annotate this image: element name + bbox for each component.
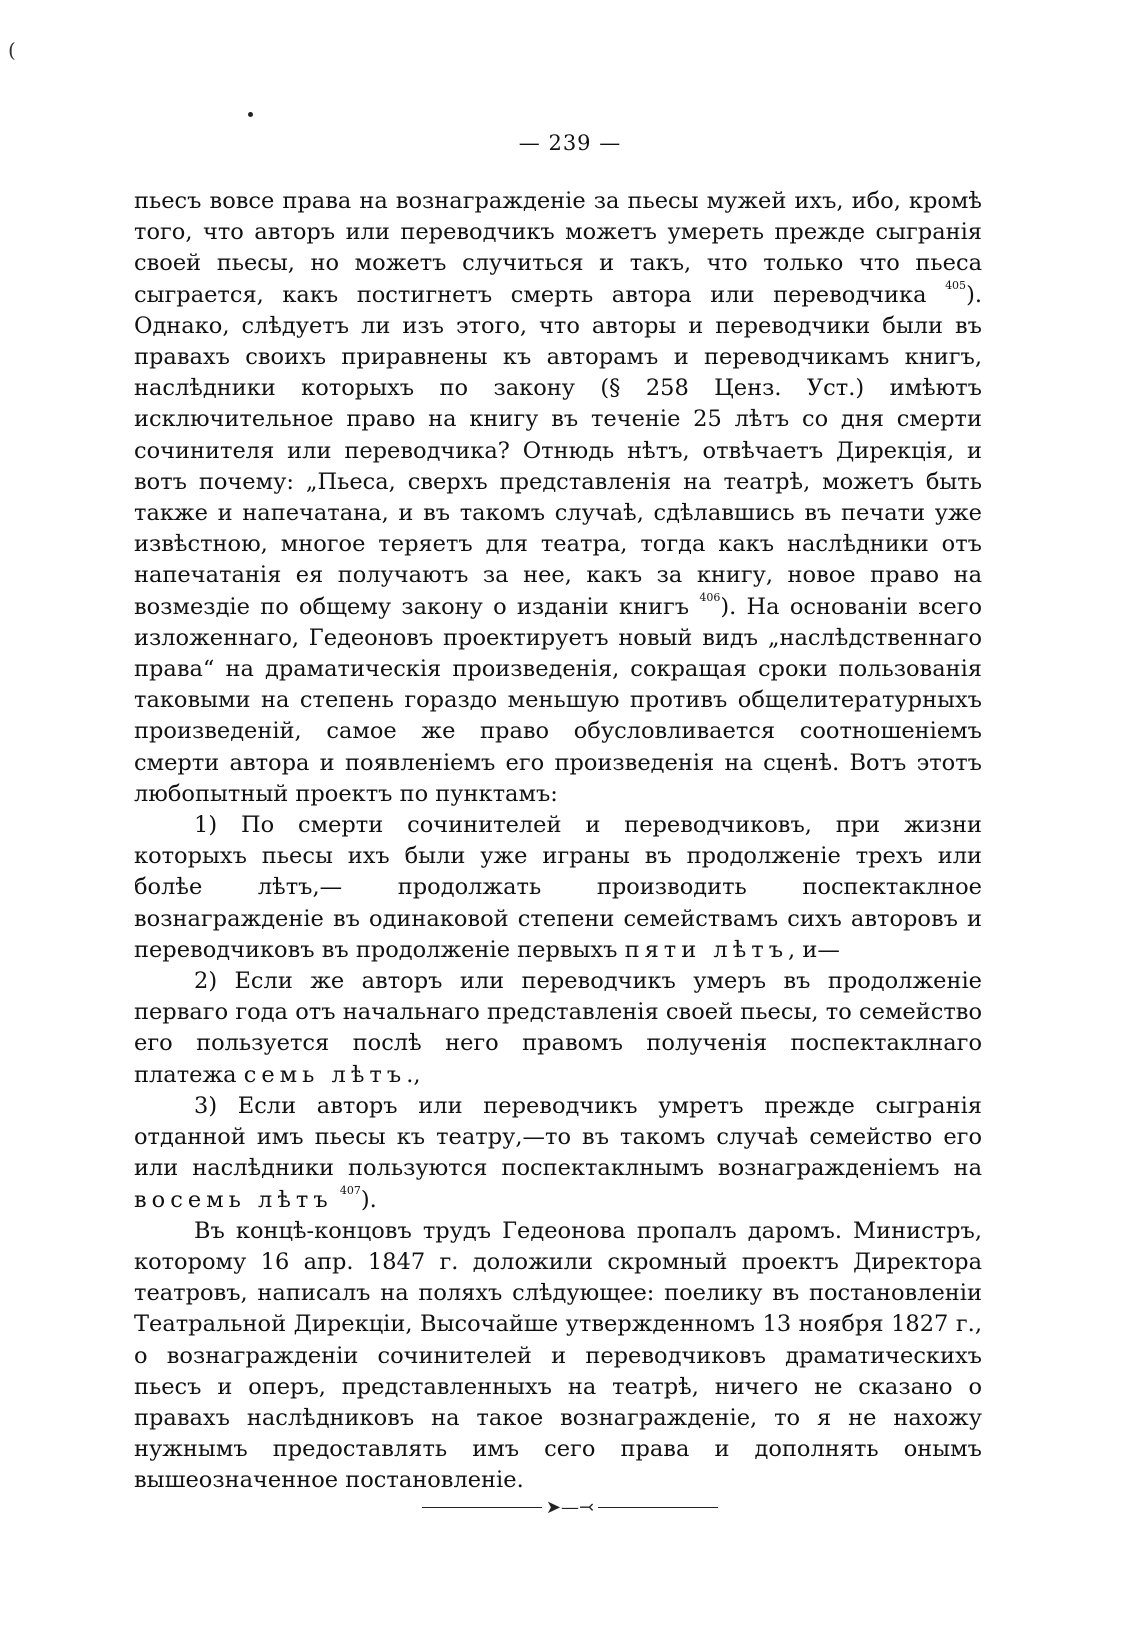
paragraph <box>134 1216 982 1497</box>
ink-dot <box>248 112 253 117</box>
footnote-ref: 406 <box>699 590 721 604</box>
text-run: ). На основаніи всего изложеннаго, Гедеоновъ проектируетъ новый видъ „наслѣдственнаго права“ на драматическія произведенія, сокращая сроки пользованія таковыми на степень гораздо меньшую противъ общелитературныхъ произведеній, самое же право обусловливается соотношеніемъ смерти автора и появленіемъ его произведенія на сценѣ. Вотъ этотъ любопытный проектъ по пунктамъ: <box>134 593 982 807</box>
body-text <box>134 186 982 1497</box>
spaced-emphasis: восемь лѣтъ <box>134 1186 333 1213</box>
paragraph-point-3 <box>134 1091 982 1216</box>
text-run: ., <box>406 1061 421 1088</box>
paragraph-point-2 <box>134 966 982 1091</box>
text-run <box>333 1187 340 1213</box>
rule-right <box>598 1507 718 1508</box>
margin-mark: ( <box>8 38 16 62</box>
text-run: Въ концѣ-концовъ трудъ Гедеонова пропалъ даромъ. Министръ, которому 16 апр. 1847 г. доложили скромный проектъ Директора театровъ, написалъ на поляхъ слѣдующее: поелику въ постановленіи Театральной Дирекціи, Высочайше утвержденномъ 13 ноября 1827 г., о вознагражденіи сочинителей и переводчиковъ драматическихъ пьесъ и оперъ, представленныхъ на театрѣ, ничего не сказано о правахъ наслѣдниковъ на такое вознагражденіе, то я не нахожу нужнымъ предоставлять имъ сего права и дополнять онымъ вышеозначенное постановленіе. <box>134 1217 982 1494</box>
text-run: 3) Если авторъ или переводчикъ умретъ прежде сыгранія отданной имъ пьесы къ театру,—то въ такомъ случаѣ семейство его или наслѣдники пользуются поспектаклнымъ вознагражденіемъ на <box>134 1092 982 1182</box>
page-number: — 239 — <box>518 131 622 155</box>
end-ornament <box>0 1496 1140 1518</box>
text-run: ). Однако, слѣдуетъ ли изъ этого, что авторы и переводчики были въ правахъ своихъ приравнены къ авторамъ и переводчикамъ книгъ, наслѣдники которыхъ по закону (§ 258 Ценз. Уст.) имѣютъ исключительное право на книгу въ теченіе 25 лѣтъ со дня смерти сочинителя или переводчика? Отнюдь нѣтъ, отвѣчаетъ Дирекція, и вотъ почему: „Пьеса, сверхъ представленія на театрѣ, можетъ быть также и напечатана, и въ такомъ случаѣ, сдѣлавшись въ печати уже извѣстною, многое теряетъ для театра, тогда какъ наслѣдники отъ напечатанія ея получаютъ за нее, какъ за книгу, новое право на возмездіе по общему закону о изданіи книгъ <box>134 281 982 620</box>
text-run: ). <box>360 1186 377 1213</box>
spaced-emphasis: семь лѣтъ <box>243 1061 407 1088</box>
text-run: 2) Если же авторъ или переводчикъ умеръ въ продолженіе перваго года отъ начальнаго представленія своей пьесы, то семейство его пользуется послѣ него правомъ полученія поспектаклнаго платежа <box>134 968 982 1088</box>
text-run: пьесъ вовсе права на вознагражденіе за пьесы мужей ихъ, ибо, кромѣ того, что авторъ или переводчикъ можетъ умереть прежде сыгранія своей пьесы, но можетъ случиться и такъ, что только что пьеса сыграется, какъ постигнетъ смерть автора или переводчика <box>134 188 982 308</box>
paragraph <box>134 186 982 810</box>
text-run: , и— <box>788 936 840 963</box>
rule-left <box>422 1507 542 1508</box>
arrow-ornament-icon: ➤—⤙ <box>545 1496 595 1518</box>
spaced-emphasis: пяти лѣтъ <box>624 936 789 963</box>
footnote-ref: 405 <box>945 278 967 292</box>
paragraph-point-1 <box>134 810 982 966</box>
footnote-ref: 407 <box>339 1183 361 1197</box>
text-run: 1) По смерти сочинителей и переводчиковъ, при жизни которыхъ пьесы ихъ были уже играны въ продолженіе трехъ или болѣе лѣтъ,— продолжать производить поспектаклное вознагражденіе въ одинаковой степени семействамъ сихъ авторовъ и переводчиковъ въ продолженіе первыхъ <box>134 812 982 963</box>
